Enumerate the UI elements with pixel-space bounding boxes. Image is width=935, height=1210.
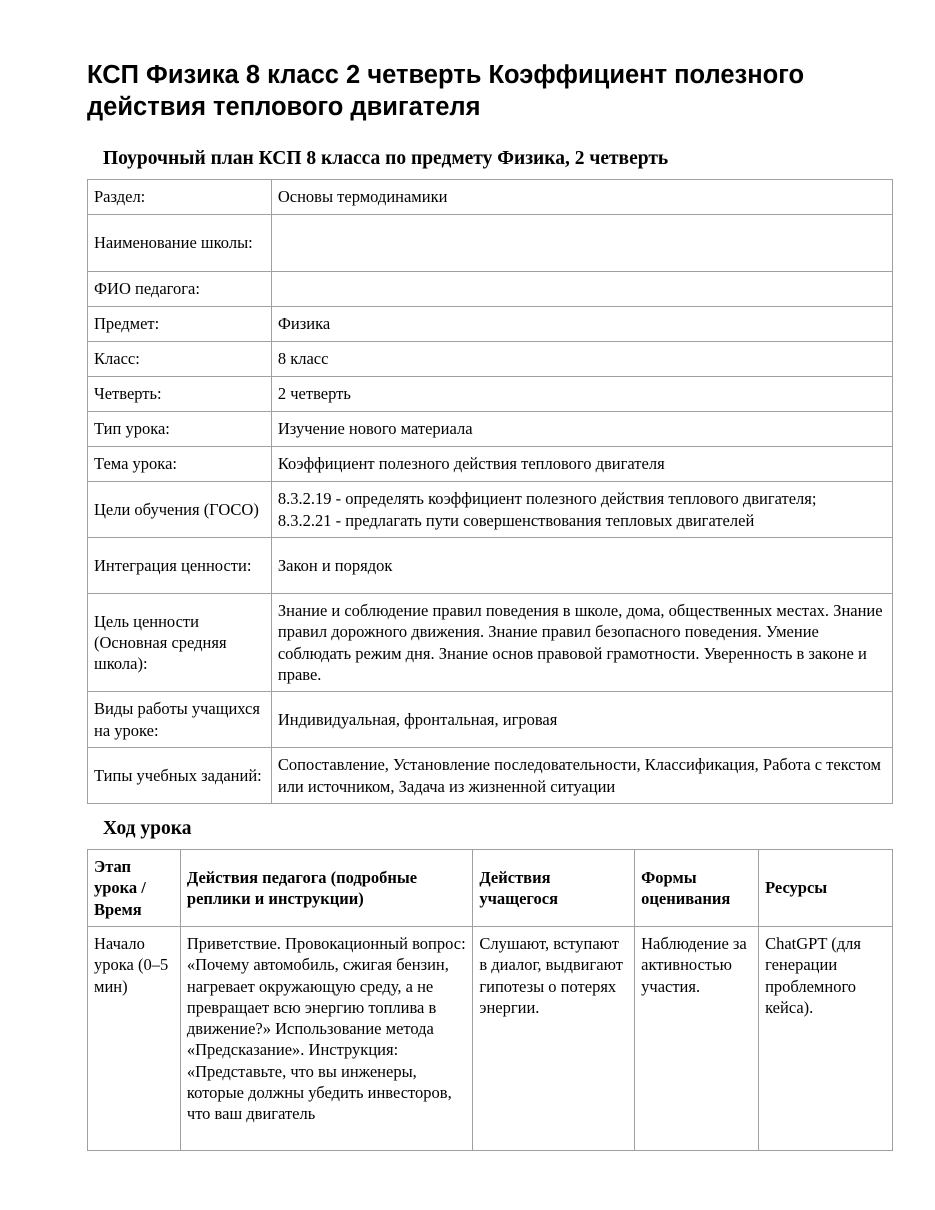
cell-teacher-actions: Приветствие. Провокационный вопрос: «Почему автомобиль, сжигая бензин, нагревает окружающую среду, а не превращает всю энергию топлива в движение?» Использование метода «Предсказание». Инструкция: «Представьте, что вы инженеры, которые должны убедить инвесторов, что ваш двигатель [180, 927, 472, 1151]
lesson-info-table [87, 179, 893, 804]
info-label: Четверть: [88, 377, 272, 412]
info-label: Виды работы учащихся на уроке: [88, 692, 272, 748]
info-row-subject [88, 307, 893, 342]
info-row-work-types [88, 692, 893, 748]
info-row-section [88, 180, 893, 215]
cell-resources: ChatGPT (для генерации проблемного кейса). [759, 927, 893, 1151]
lesson-row [88, 927, 893, 1151]
info-value: 8 класс [271, 342, 892, 377]
info-row-topic [88, 447, 893, 482]
info-value: Знание и соблюдение правил поведения в школе, дома, общественных местах. Знание правил дорожного движения. Знание правил безопасного поведения. Умение соблюдать режим дня. Знание основ правовой грамотности. Уверенность в законе и праве. [271, 594, 892, 692]
info-value [271, 215, 892, 272]
info-row-teacher [88, 272, 893, 307]
info-row-grade [88, 342, 893, 377]
info-row-lesson-type [88, 412, 893, 447]
info-label: Наименование школы: [88, 215, 272, 272]
info-value: Изучение нового материала [271, 412, 892, 447]
objective-line: 8.3.2.21 - предлагать пути совершенствования тепловых двигателей [277, 510, 755, 530]
info-row-objectives [88, 482, 893, 538]
info-label: Цели обучения (ГОСО) [88, 482, 272, 538]
header-student-actions: Действия учащегося [473, 850, 635, 927]
header-assessment: Формы оценивания [635, 850, 759, 927]
header-stage: Этап урока / Время [88, 850, 181, 927]
lesson-header-row [88, 850, 893, 927]
info-label: Тип урока: [88, 412, 272, 447]
info-value: Сопоставление, Установление последовательности, Классификация, Работа с текстом или источником, Задача из жизненной ситуации [271, 748, 892, 804]
info-row-school [88, 215, 893, 272]
info-label: Предмет: [88, 307, 272, 342]
lesson-flow-table [87, 849, 893, 1151]
info-value: 2 четверть [271, 377, 892, 412]
cell-assessment: Наблюдение за активностью участия. [635, 927, 759, 1151]
info-row-quarter [88, 377, 893, 412]
objective-line: 8.3.2.19 - определять коэффициент полезного действия теплового двигателя; [277, 489, 817, 509]
header-teacher-actions: Действия педагога (подробные реплики и инструкции) [180, 850, 472, 927]
info-label: Тема урока: [88, 447, 272, 482]
info-value: Коэффициент полезного действия теплового двигателя [271, 447, 892, 482]
info-row-value-goal [88, 594, 893, 692]
info-label: Класс: [88, 342, 272, 377]
info-row-value-integration [88, 538, 893, 594]
plan-heading: Поурочный план КСП 8 класса по предмету Физика, 2 четверть [103, 148, 669, 169]
info-label: Интеграция ценности: [88, 538, 272, 594]
info-value: Основы термодинамики [271, 180, 892, 215]
cell-stage: Начало урока (0–5 мин) [88, 927, 181, 1151]
info-value: Физика [271, 307, 892, 342]
info-label: Цель ценности (Основная средняя школа): [88, 594, 272, 692]
info-row-task-types [88, 748, 893, 804]
info-value [271, 272, 892, 307]
info-value: Индивидуальная, фронтальная, игровая [271, 692, 892, 748]
info-value [271, 482, 892, 538]
lesson-heading: Ход урока [103, 818, 192, 839]
info-value: Закон и порядок [271, 538, 892, 594]
info-label: Раздел: [88, 180, 272, 215]
header-resources: Ресурсы [759, 850, 893, 927]
info-label: ФИО педагога: [88, 272, 272, 307]
document-title: КСП Физика 8 класс 2 четверть Коэффициент полезного действия теплового двигателя [87, 61, 805, 121]
info-label: Типы учебных заданий: [88, 748, 272, 804]
cell-student-actions: Слушают, вступают в диалог, выдвигают гипотезы о потерях энергии. [473, 927, 635, 1151]
